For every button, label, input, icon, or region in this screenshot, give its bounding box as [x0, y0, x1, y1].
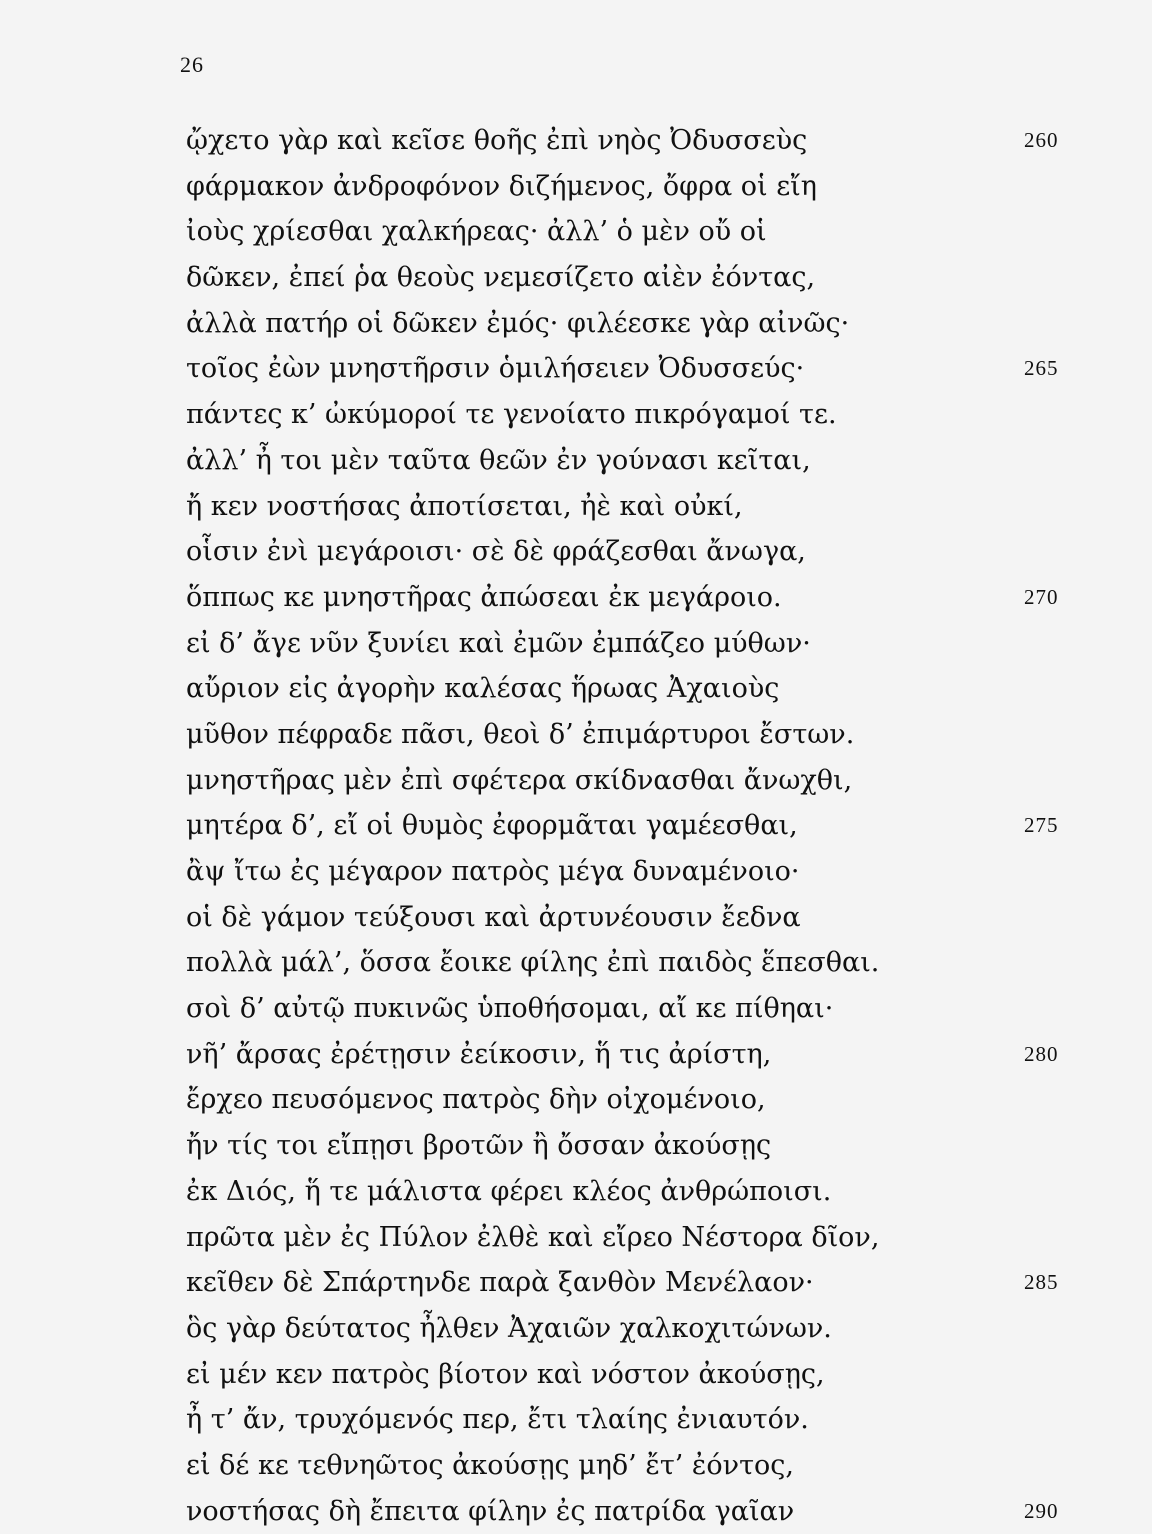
verse-line: [186, 621, 1066, 667]
verse-text: ἀλλὰ πατήρ οἱ δῶκεν ἐμός· φιλέεσκε γὰρ αἰνῶς·: [186, 307, 850, 339]
verse-line: [186, 803, 1066, 849]
line-number: 290: [1024, 1498, 1059, 1523]
verse-text: ἐκ Διός, ἥ τε μάλιστα φέρει κλέος ἀνθρώποισι.: [186, 1175, 832, 1207]
verse-line: [186, 758, 1066, 804]
verse-line: [186, 1260, 1066, 1306]
verse-line: [186, 346, 1066, 392]
verse-line: [186, 1489, 1066, 1534]
verse-line: [186, 1306, 1066, 1352]
verse-line: [186, 1397, 1066, 1443]
verse-line: [186, 1077, 1066, 1123]
verse-line: [186, 940, 1066, 986]
verse-text: ἂψ ἴτω ἐς μέγαρον πατρὸς μέγα δυναμένοιο·: [186, 856, 800, 887]
verse-text: πάντες κ’ ὠκύμοροί τε γενοίατο πικρόγαμοί τε.: [186, 399, 837, 431]
verse-line: [186, 1169, 1066, 1215]
verse-line: [186, 849, 1066, 895]
line-number: 275: [1024, 813, 1059, 838]
verse-text: πρῶτα μὲν ἐς Πύλον ἐλθὲ καὶ εἴρεο Νέστορα δῖον,: [186, 1221, 880, 1253]
verse-text: εἰ μέν κεν πατρὸς βίοτον καὶ νόστον ἀκούσῃς,: [186, 1358, 825, 1390]
verse-text: κεῖθεν δὲ Σπάρτηνδε παρὰ ξανθὸν Μενέλαον·: [186, 1267, 814, 1299]
verse-line: [186, 484, 1066, 530]
verse-line: [186, 438, 1066, 484]
verse-text: μητέρα δ’, εἴ οἱ θυμὸς ἐφορμᾶται γαμέεσθαι,: [186, 810, 798, 842]
verse-line: [186, 392, 1066, 438]
verse-line: [186, 1123, 1066, 1169]
verse-line: [186, 209, 1066, 255]
verse-text: ἤ κεν νοστήσας ἀποτίσεται, ἠὲ καὶ οὐκί,: [186, 490, 743, 522]
verse-line: [186, 712, 1066, 758]
verse-text: ὅππως κε μνηστῆρας ἀπώσεαι ἐκ μεγάροιο.: [186, 581, 782, 613]
verse-line: [186, 575, 1066, 621]
verse-text: ᾤχετο γὰρ καὶ κεῖσε θοῆς ἐπὶ νηὸς Ὀδυσσεὺς: [186, 125, 808, 156]
verse-line: [186, 1032, 1066, 1078]
verse-text: δῶκεν, ἐπεί ῥα θεοὺς νεμεσίζετο αἰὲν ἐόντας,: [186, 262, 816, 294]
verse-text: ὃς γὰρ δεύτατος ἦλθεν Ἀχαιῶν χαλκοχιτώνων.: [186, 1312, 832, 1344]
verse-text: ἤν τίς τοι εἴπῃσι βροτῶν ἢ ὄσσαν ἀκούσῃς: [186, 1130, 772, 1162]
line-number: 265: [1024, 356, 1059, 381]
verse-line: [186, 1352, 1066, 1398]
verse-text: ἰοὺς χρίεσθαι χαλκήρεας· ἀλλ’ ὁ μὲν οὔ οἱ: [186, 216, 767, 248]
verse-line: [186, 118, 1066, 164]
verse-text: φάρμακον ἀνδροφόνον διζήμενος, ὄφρα οἱ εἴη: [186, 170, 817, 202]
verse-text: μῦθον πέφραδε πᾶσι, θεοὶ δ’ ἐπιμάρτυροι ἔστων.: [186, 718, 855, 750]
verse-line: [186, 1215, 1066, 1261]
page-number: 26: [180, 52, 204, 77]
line-number: 280: [1024, 1041, 1059, 1066]
verse-line: [186, 1443, 1066, 1489]
verse-text: εἰ δ’ ἄγε νῦν ξυνίει καὶ ἐμῶν ἐμπάζεο μύθων·: [186, 627, 811, 659]
verse-line: [186, 666, 1066, 712]
line-number: 260: [1024, 128, 1059, 152]
verse-line: [186, 529, 1066, 575]
verse-text: πολλὰ μάλ’, ὅσσα ἔοικε φίλης ἐπὶ παιδὸς ἕπεσθαι.: [186, 947, 880, 979]
verse-line: [186, 301, 1066, 347]
verse-text: οἷσιν ἐνὶ μεγάροισι· σὲ δὲ φράζεσθαι ἄνωγα,: [186, 536, 806, 568]
verse-line: [186, 986, 1066, 1032]
verse-text: μνηστῆρας μὲν ἐπὶ σφέτερα σκίδνασθαι ἄνωχθι,: [186, 764, 853, 796]
verse-text: ἀλλ’ ἦ τοι μὲν ταῦτα θεῶν ἐν γούνασι κεῖται,: [186, 444, 811, 476]
verse-text: νοστήσας δὴ ἔπειτα φίλην ἐς πατρίδα γαῖαν: [186, 1495, 795, 1527]
verse-line: [186, 895, 1066, 941]
verse-text: αὔριον εἰς ἀγορὴν καλέσας ἥρωας Ἀχαιοὺς: [186, 673, 780, 705]
verse-line: [186, 255, 1066, 301]
verse-line: [186, 164, 1066, 210]
line-number: 270: [1024, 584, 1059, 609]
line-number: 285: [1024, 1270, 1059, 1295]
verse-block: [186, 118, 1066, 1534]
verse-text: ἦ τ’ ἄν, τρυχόμενός περ, ἔτι τλαίης ἐνιαυτόν.: [186, 1404, 809, 1436]
verse-text: ἔρχεο πευσόμενος πατρὸς δὴν οἰχομένοιο,: [186, 1084, 766, 1116]
verse-text: νῆ’ ἄρσας ἐρέτῃσιν ἐείκοσιν, ἥ τις ἀρίστη,: [186, 1038, 772, 1070]
verse-text: εἰ δέ κε τεθνηῶτος ἀκούσῃς μηδ’ ἔτ’ ἐόντος,: [186, 1449, 794, 1481]
verse-text: σοὶ δ’ αὐτῷ πυκινῶς ὑποθήσομαι, αἴ κε πίθηαι·: [186, 993, 834, 1025]
verse-text: οἱ δὲ γάμον τεύξουσι καὶ ἀρτυνέουσιν ἔεδνα: [186, 901, 801, 933]
verse-text: τοῖος ἐὼν μνηστῆρσιν ὁμιλήσειεν Ὀδυσσεύς·: [186, 353, 805, 385]
